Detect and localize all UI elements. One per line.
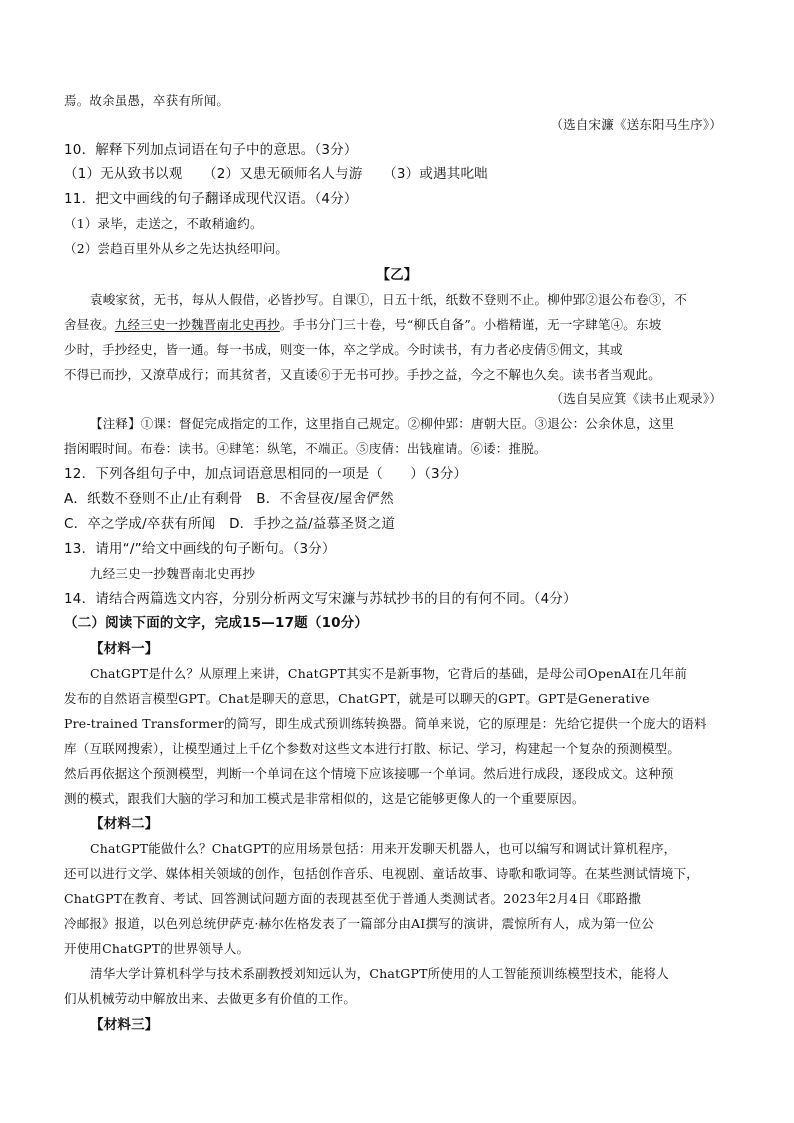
text-line: 焉。故余虽愚，卒获有所闻。 bbox=[64, 93, 230, 108]
question-13: 13．请用“/”给文中画线的句子断句。（3分） bbox=[64, 541, 336, 557]
passage-yi-line: 不得已而抄，又潦草成行；而其贫者，又直诿⑥于无书可抄。手抄之益，今之不解也久矣。读书者当观此。 bbox=[64, 367, 661, 382]
question-12: 12．下列各组句子中，加点词语意思相同的一项是（ ）（3分） bbox=[64, 466, 468, 482]
material-3-label: 【材料三】 bbox=[90, 1017, 159, 1033]
underlined-sentence: 九经三史一抄魏晋南北史再抄 bbox=[114, 317, 280, 332]
passage-yi-line: 袁峻家贫，无书，每从人假借，必皆抄写。自课①，日五十纸，纸数不登则不止。柳仲郢②退公布卷③，不 bbox=[90, 292, 687, 307]
material-2-line: 们从机械劳动中解放出来、去做更多有价值的工作。 bbox=[64, 991, 357, 1006]
source-citation: （选自宋濂《送东阳马生序》） bbox=[550, 117, 722, 132]
question-13-sentence: 九经三史一抄魏晋南北史再抄 bbox=[90, 566, 256, 581]
material-2-line: ChatGPT能做什么？ChatGPT的应用场景包括：用来开发聊天机器人，也可以编写和调试计算机程序， bbox=[90, 841, 677, 856]
passage-yi-title: 【乙】 bbox=[376, 267, 418, 283]
material-1-line: Pre-trained Transformer的简写，即生成式预训练转换器。简单来说，它的原理是：先给它提供一个庞大的语料 bbox=[64, 716, 707, 731]
question-11-part-2: （2）尝趋百里外从乡之先达执经叩问。 bbox=[64, 241, 289, 256]
material-1-line: 库（互联网搜索），让模型通过上千亿个参数对这些文本进行打散、标记、学习，构建起一个复杂的预测模型。 bbox=[64, 741, 681, 756]
material-1-line: ChatGPT是什么？从原理上来讲，ChatGPT其实不是新事物，它背后的基础，是母公司OpenAI在几年前 bbox=[90, 666, 688, 681]
material-2-line: ChatGPT在教育、考试、回答测试问题方面的表现甚至优于普通人类测试者。2023年2月4日《耶路撒 bbox=[64, 891, 642, 906]
material-1-label: 【材料一】 bbox=[90, 641, 159, 657]
material-1-line: 然后再依据这个预测模型，判断一个单词在这个情境下应该接哪一个单词。然后进行成段，逐段成文。这种预 bbox=[64, 766, 674, 781]
passage-yi-line: 少时，手抄经史，皆一通。每一书成，则变一体，卒之学成。今时读书，有力者必庋倩⑤佣文，其或 bbox=[64, 342, 623, 357]
question-11: 11．把文中画线的句子翻译成现代汉语。（4分） bbox=[64, 191, 358, 207]
material-2-line: 开使用ChatGPT的世界领导人。 bbox=[64, 941, 250, 956]
question-14: 14．请结合两篇选文内容，分别分析两文写宋濂与苏轼抄书的目的有何不同。（4分） bbox=[64, 591, 577, 607]
material-2-line: 还可以进行文学、媒体相关领域的创作，包括创作音乐、电视剧、童话故事、诗歌和歌词等。在某些测试情境下， bbox=[64, 866, 700, 881]
material-1-line: 测的模式，跟我们大脑的学习和加工模式是非常相似的，这是它能够更像人的一个重要原因。 bbox=[64, 791, 585, 806]
passage-yi-line: 舍昼夜。九经三史一抄魏晋南北史再抄。手书分门三十卷，号“柳氏自备”。小楷精谨，无一字肆笔④。东坡 bbox=[64, 317, 662, 332]
material-2-line: 清华大学计算机科学与技术系副教授刘知远认为，ChatGPT所使用的人工智能预训练模型技术，能将人 bbox=[90, 966, 669, 981]
question-11-part-1: （1）录毕，走送之，不敢稍逾约。 bbox=[64, 216, 263, 231]
question-10-options: （1）无从致书以观 （2）又患无硕师名人与游 （3）或遇其叱咄 bbox=[64, 166, 488, 182]
material-1-line: 发布的自然语言模型GPT。Chat是聊天的意思，ChatGPT，就是可以聊天的GPT。GPT是Generative bbox=[64, 691, 650, 706]
material-2-label: 【材料二】 bbox=[90, 816, 159, 832]
source-citation: （选自吴应箕《读书止观录》） bbox=[550, 391, 722, 406]
question-12-options-cd: C．卒之学成/卒获有所闻 D．手抄之益/益慕圣贤之道 bbox=[64, 516, 396, 532]
question-10: 10．解释下列加点词语在句子中的意思。（3分） bbox=[64, 142, 358, 158]
annotation-line: 指闲暇时间。布卷：读书。④肆笔：纵笔，不端正。⑤庋倩：出钱雇请。⑥诿：推脱。 bbox=[64, 441, 547, 456]
annotation-line: 【注释】①课：督促完成指定的工作，这里指自己规定。②柳仲郢：唐朝大臣。③退公：公余休息，这里 bbox=[90, 416, 675, 431]
section-2-heading: （二）阅读下面的文字，完成15—17题（10分） bbox=[64, 615, 369, 631]
question-12-options-ab: A．纸数不登则不止/止有剩骨 B．不舍昼夜/屋舍俨然 bbox=[64, 491, 394, 507]
material-2-line: 冷邮报》报道，以色列总统伊萨克·赫尔佐格发表了一篇部分由AI撰写的演讲，震惊所有人，成为第一位公 bbox=[64, 916, 655, 931]
